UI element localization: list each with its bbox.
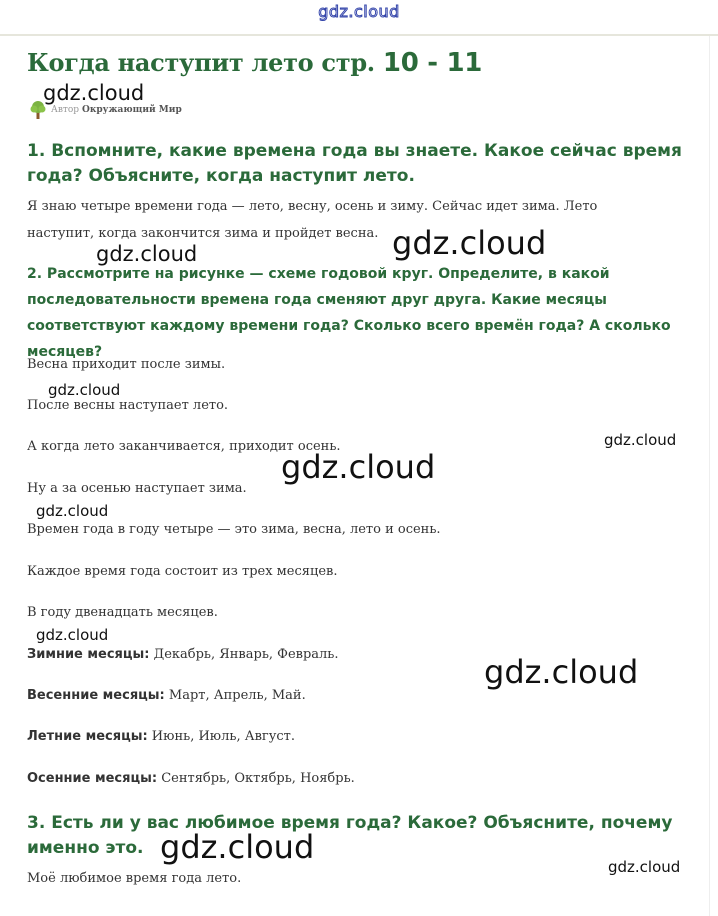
question-2: 2. Рассмотрите на рисунке — схеме годовой круг. Определите, в какой последовательности времена года сменяют друг друга. Какие месяцы соответствуют каждому времени года? Сколько всего времён года? А сколько месяцев? (27, 266, 671, 360)
page-title-text: Когда наступит лето стр. (27, 48, 375, 77)
watermark: gdz.cloud (36, 626, 109, 644)
side-divider (709, 36, 718, 916)
months-spring-value: Март, Апрель, Май. (164, 688, 306, 703)
watermark: gdz.cloud (484, 653, 639, 691)
header-divider (0, 34, 718, 36)
months-autumn-value: Сентябрь, Октябрь, Ноябрь. (157, 771, 355, 786)
page-numbers: 10 - 11 (382, 48, 483, 78)
months-spring (27, 688, 306, 703)
page-title (27, 48, 482, 78)
answer-2-line: Каждое время года состоит из трех месяцев. (27, 564, 338, 579)
watermark: gdz.cloud (36, 502, 109, 520)
months-summer-label: Летние месяцы: (27, 729, 148, 744)
question-1: 1. Вспомните, какие времена года вы знаете. Какое сейчас время года? Объясните, когда наступит лето. (27, 141, 682, 186)
watermark: gdz.cloud (160, 828, 315, 866)
question-3: 3. Есть ли у вас любимое время года? Какое? Объясните, почему именно это. (27, 813, 673, 858)
months-summer-value: Июнь, Июль, Август. (147, 729, 295, 744)
months-autumn-label: Осенние месяцы: (27, 771, 158, 786)
answer-2-line: Весна приходит после зимы. (27, 357, 226, 372)
answer-2-line: Ну а за осенью наступает зима. (27, 481, 247, 496)
watermark: gdz.cloud (608, 858, 681, 876)
answer-3: Моё любимое время года лето. (27, 871, 242, 886)
watermark: gdz.cloud (392, 224, 547, 262)
months-winter-label: Зимние месяцы: (27, 647, 150, 662)
watermark: gdz.cloud (48, 381, 121, 399)
months-summer (27, 729, 295, 744)
months-spring-label: Весенние месяцы: (27, 688, 165, 703)
months-winter-value: Декабрь, Январь, Февраль. (149, 647, 339, 662)
author-name[interactable]: Окружающий Мир (82, 105, 182, 115)
author-label: Автор (51, 105, 80, 115)
site-logo[interactable]: gdz.cloud (318, 2, 400, 21)
watermark: gdz.cloud (43, 81, 145, 105)
answer-2-line: После весны наступает лето. (27, 398, 229, 413)
watermark: gdz.cloud (281, 448, 436, 486)
answer-2-line: Времен года в году четыре — это зима, весна, лето и осень. (27, 522, 441, 537)
answer-2-line: А когда лето заканчивается, приходит осень. (27, 439, 341, 454)
months-autumn (27, 771, 355, 786)
months-winter (27, 647, 339, 662)
watermark: gdz.cloud (96, 242, 198, 266)
watermark: gdz.cloud (604, 431, 677, 449)
answer-2-line: В году двенадцать месяцев. (27, 605, 218, 620)
answer-1: Я знаю четыре времени года — лето, весну, осень и зиму. Сейчас идет зима. Лето наступит, когда закончится зима и пройдет весна. (27, 199, 598, 241)
